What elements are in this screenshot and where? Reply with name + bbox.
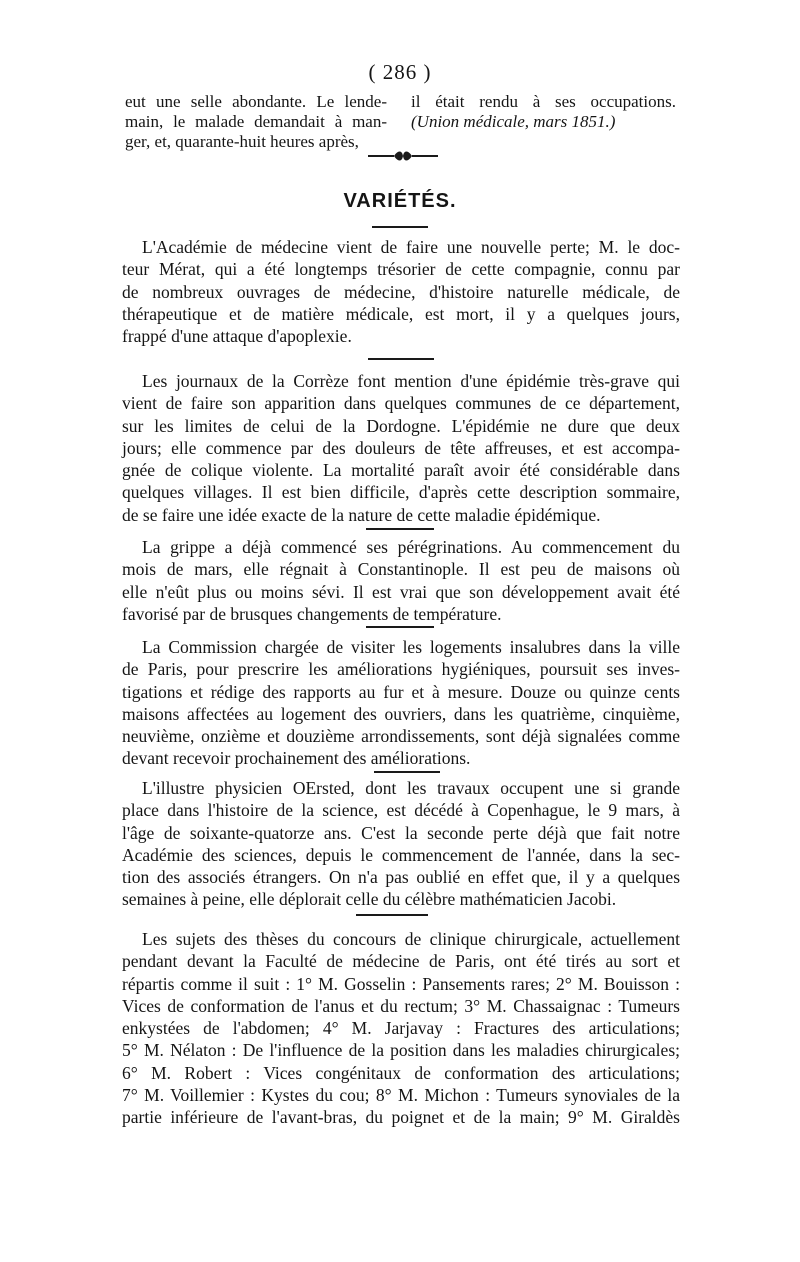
text-line: l'âge de soixante-quatorze ans. C'est la seconde perte déjà que fait notre xyxy=(122,822,680,843)
text-line: L'illustre physicien OErsted, dont les travaux occupent une si grande xyxy=(142,778,680,798)
text-line: sur les limites de celui de la Dordogne. L'épidémie ne dure que deux xyxy=(122,415,680,436)
text-line: La Commission chargée de visiter les logements insalubres dans la ville xyxy=(142,637,680,657)
text-line: gnée de colique violente. La mortalité paraît avoir été considérable dans xyxy=(122,460,680,481)
text-line: neuvième, onzième et douzième arrondissements, sont déjà signalées comme xyxy=(122,726,680,747)
text-line: jours; elle commence par des douleurs de tête affreuses, et est accompa- xyxy=(122,437,680,458)
text-line: de nombreux ouvrages de médecine, d'histoire naturelle médicale, de xyxy=(122,281,680,302)
separator-rule xyxy=(366,626,434,628)
text-line: Vices de conformation de l'anus et du rectum; 3° M. Chassaignac : Tumeurs xyxy=(122,995,680,1016)
text-line: La grippe a déjà commencé ses pérégrinations. Au commencement du xyxy=(142,537,680,557)
text-line: 6° M. Robert : Vices congénitaux de conformation des articulations; xyxy=(122,1062,680,1083)
right-column-continuation xyxy=(411,92,676,132)
separator-rule xyxy=(366,528,434,530)
text-line: répartis comme il suit : 1° M. Gosselin : Pansements rares; 2° M. Bouisson : xyxy=(122,973,680,994)
text-line: devant recevoir prochainement des améliorations. xyxy=(122,748,471,769)
text-line: eut une selle abondante. Le lende- xyxy=(125,92,387,111)
separator-rule xyxy=(368,358,434,360)
paragraph-2 xyxy=(122,370,680,526)
section-heading: VARIÉTÉS. xyxy=(343,190,457,212)
text-line: mois de mars, elle régnait à Constantinople. Il est peu de maisons où xyxy=(122,559,680,580)
text-line: partie inférieure de l'avant-bras, du poignet et de la main; 9° M. Giraldès xyxy=(122,1107,680,1128)
text-line: de se faire une idée exacte de la nature de cette maladie épidémique. xyxy=(122,504,601,525)
text-line: pendant devant la Faculté de médecine de Paris, ont été tirés au sort et xyxy=(122,951,680,972)
text-line: L'Académie de médecine vient de faire une nouvelle perte; M. le doc- xyxy=(142,237,680,257)
paragraph-5 xyxy=(122,777,680,911)
text-line: tion des associés étrangers. On n'a pas oublié en effet que, il y a quelques xyxy=(122,867,680,888)
text-line: main, le malade demandait à man- xyxy=(125,112,387,131)
heading-rule xyxy=(372,226,428,228)
text-line: 7° M. Voillemier : Kystes du cou; 8° M. Michon : Tumeurs synoviales de la xyxy=(122,1085,680,1106)
text-line: enkystées de l'abdomen; 4° M. Jarjavay : Fractures des articulations; xyxy=(122,1018,680,1039)
text-line: vient de faire son apparition dans quelques communes de ce département, xyxy=(122,393,680,414)
separator-rule xyxy=(356,914,428,916)
text-line: ger, et, quarante-huit heures après, xyxy=(125,132,359,151)
ornament-divider-icon xyxy=(366,148,440,164)
text-line: 5° M. Nélaton : De l'influence de la position dans les maladies chirurgicales; xyxy=(122,1040,680,1061)
text-line: il était rendu à ses occupations. xyxy=(411,92,676,111)
paragraph-4 xyxy=(122,636,680,770)
text-line: Académie des sciences, depuis le commencement de l'année, dans la sec- xyxy=(122,844,680,865)
paragraph-6 xyxy=(122,928,680,1129)
text-line: elle n'eût plus ou moins sévi. Il est vrai que son développement avait été xyxy=(122,581,680,602)
text-line: Les journaux de la Corrèze font mention d'une épidémie très-grave qui xyxy=(142,371,680,391)
text-line: maisons affectées au logement des ouvriers, dans les quatrième, cinquième, xyxy=(122,703,680,724)
citation-line: (Union médicale, mars 1851.) xyxy=(411,112,616,131)
text-line: semaines à peine, elle déplorait celle du célèbre mathématicien Jacobi. xyxy=(122,889,617,910)
text-line: de Paris, pour prescrire les améliorations hygiéniques, poursuit ses inves- xyxy=(122,659,680,680)
left-column-continuation xyxy=(125,92,387,152)
separator-rule xyxy=(374,771,440,773)
text-line: teur Mérat, qui a été longtemps trésorier de cette compagnie, connu par xyxy=(122,259,680,280)
paragraph-1 xyxy=(122,236,680,347)
text-line: tigations et rédige des rapports au fur et à mesure. Douze ou quinze cents xyxy=(122,681,680,702)
text-line: favorisé par de brusques changements de température. xyxy=(122,603,502,624)
text-line: thérapeutique et de matière médicale, est mort, il y a quelques jours, xyxy=(122,303,680,324)
text-line: quelques villages. Il est bien difficile, d'après cette description sommaire, xyxy=(122,482,680,503)
paragraph-3 xyxy=(122,536,680,625)
text-line: Les sujets des thèses du concours de clinique chirurgicale, actuellement xyxy=(142,929,680,949)
page-number: ( 286 ) xyxy=(368,60,432,84)
text-line: frappé d'une attaque d'apoplexie. xyxy=(122,326,352,347)
text-line: place dans l'histoire de la science, est décédé à Copenhague, le 9 mars, à xyxy=(122,800,680,821)
